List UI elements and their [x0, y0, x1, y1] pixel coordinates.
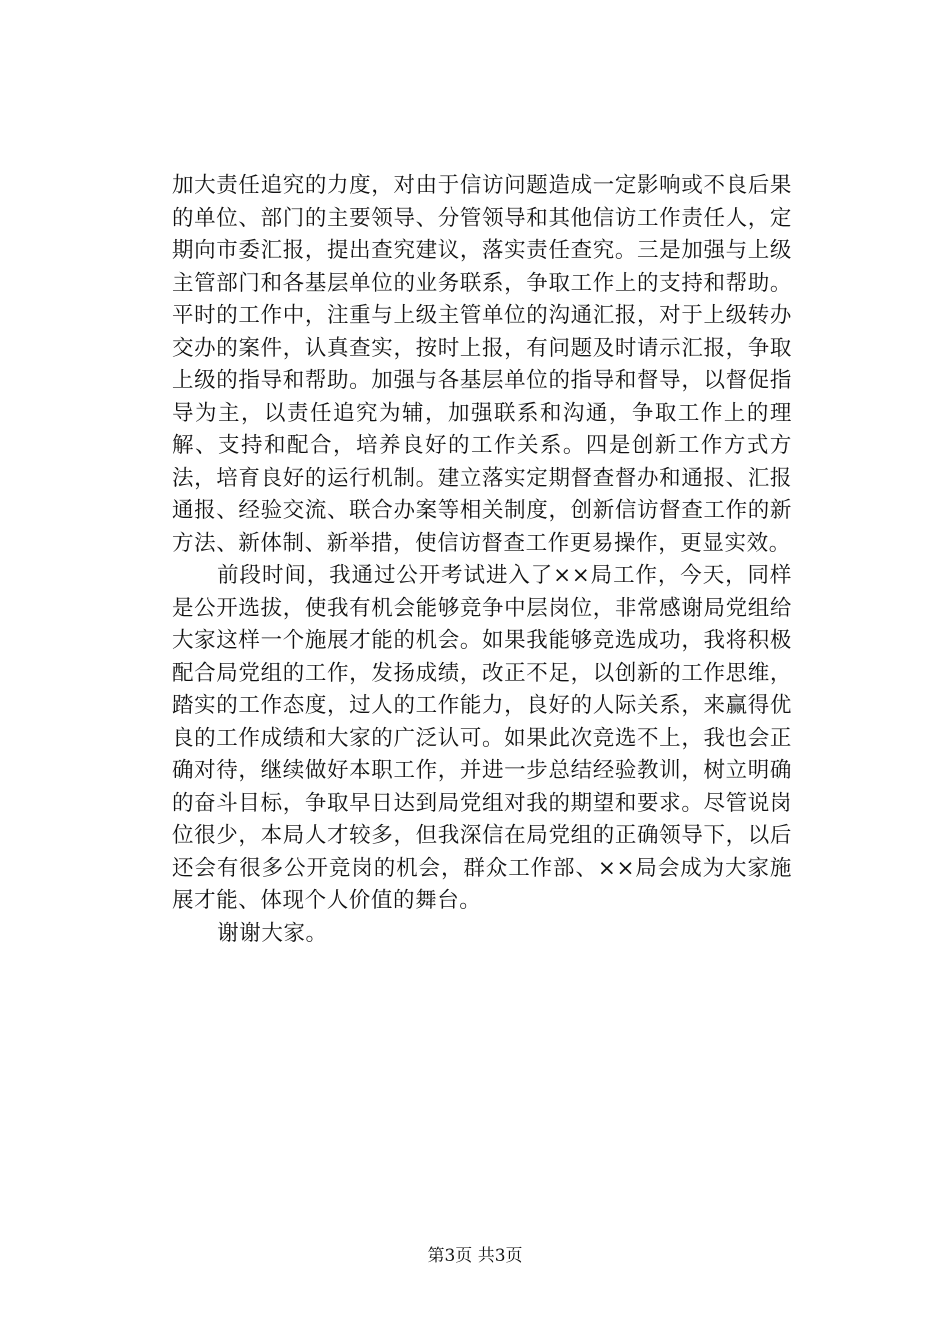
paragraph-candidacy-statement: 前段时间，我通过公开考试进入了××局工作，今天，同样是公开选拔，使我有机会能够竞争中层岗位，非常感谢局党组给大家这样一个施展才能的机会。如果我能够竞选成功，我将积极配合局党组的工作，发扬成绩，改正不足，以创新的工作思维，踏实的工作态度，过人的工作能力，良好的人际关系，来赢得优良的工作成绩和大家的广泛认可。如果此次竞选不上，我也会正确对待，继续做好本职工作，并进一步总结经验教训，树立明确的奋斗目标，争取早日达到局党组对我的期望和要求。尽管说岗位很少，本局人才较多，但我深信在局党组的正确领导下，以后还会有很多公开竞岗的机会，群众工作部、××局会成为大家施展才能、体现个人价值的舞台。 — [172, 563, 792, 913]
paragraph-continued: 加大责任追究的力度，对由于信访问题造成一定影响或不良后果的单位、部门的主要领导、分管领导和其他信访工作责任人，定期向市委汇报，提出查究建议，落实责任查究。三是加强与上级主管部门和各基层单位的业务联系，争取工作上的支持和帮助。平时的工作中，注重与上级主管单位的沟通汇报，对于上级转办交办的案件，认真查实，按时上报，有问题及时请示汇报，争取上级的指导和帮助。加强与各基层单位的指导和督导，以督促指导为主，以责任追究为辅，加强联系和沟通，争取工作上的理解、支持和配合，培养良好的工作关系。四是创新工作方式方法，培育良好的运行机制。建立落实定期督查督办和通报、汇报通报、经验交流、联合办案等相关制度，创新信访督查工作的新方法、新体制、新举措，使信访督查工作更易操作，更显实效。 — [172, 173, 792, 556]
page-footer: 第3页 共3页 — [427, 1246, 523, 1266]
paragraph-closing-thanks: 谢谢大家。 — [217, 920, 328, 946]
body-text — [172, 170, 792, 950]
